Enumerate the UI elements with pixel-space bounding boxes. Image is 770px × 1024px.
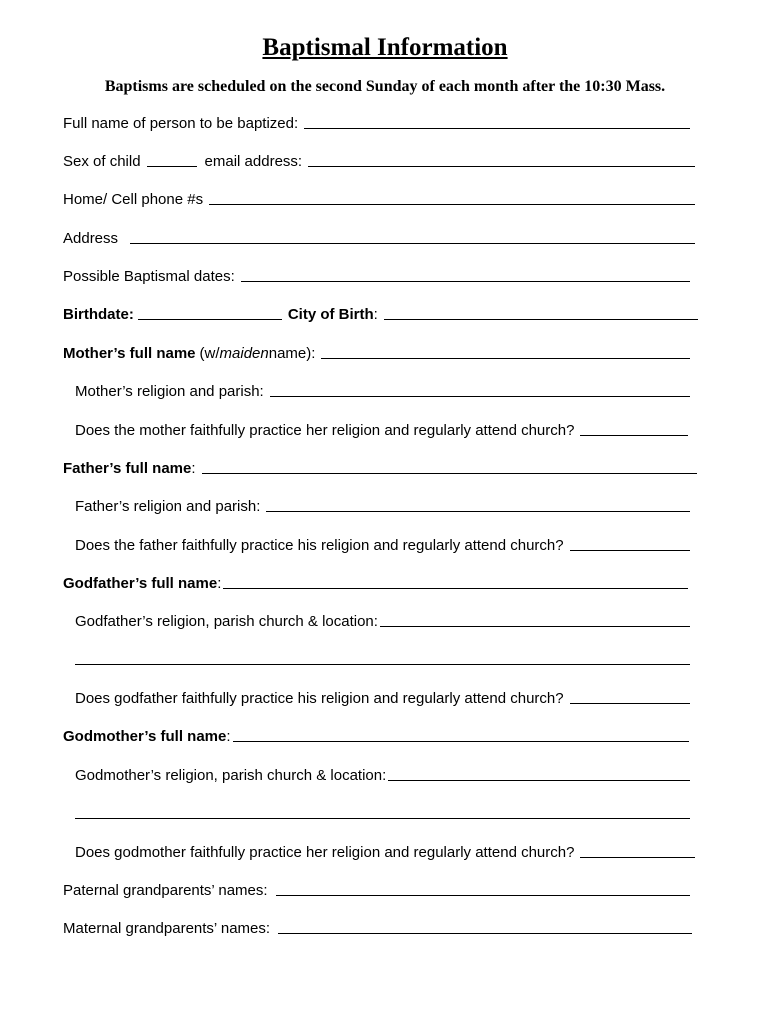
godfather-religion-label: Godfather’s religion, parish church & location: [75,613,378,630]
father-religion-row [75,493,690,515]
address-field[interactable] [130,243,695,244]
mother-name-maiden: maiden [219,345,269,362]
birth-row [63,301,698,323]
father-name-field[interactable] [202,473,697,474]
phone-field[interactable] [209,204,695,205]
mother-religion-label: Mother’s religion and parish: [75,383,264,400]
mother-name-field[interactable] [321,358,690,359]
sex-label: Sex of child [63,153,141,170]
godmother-religion-label: Godmother’s religion, parish church & location: [75,767,387,784]
godfather-religion-row [75,608,690,630]
godmother-practice-label: Does godmother faithfully practice her religion and regularly attend church? [75,844,575,861]
schedule-note: Baptisms are scheduled on the second Sunday of each month after the 10:30 Mass. [104,78,666,95]
birthdate-field[interactable] [138,319,282,320]
mother-name-row [63,340,690,362]
sex-email-row [63,148,695,170]
godfather-religion-continuation-row [75,646,690,668]
mother-practice-row [75,417,688,439]
godfather-practice-row [75,685,690,707]
page-title: Baptismal Information [262,34,508,61]
mother-practice-label: Does the mother faithfully practice her religion and regularly attend church? [75,422,575,439]
paternal-grandparents-label: Paternal grandparents’ names: [63,882,268,899]
mother-religion-row [75,378,690,400]
father-name-colon: : [191,460,196,477]
godfather-practice-label: Does godfather faithfully practice his religion and regularly attend church? [75,690,564,707]
baptismal-dates-label: Possible Baptismal dates: [63,268,235,285]
godfather-religion-field[interactable] [380,626,690,627]
godmother-name-row [63,723,689,745]
godmother-name-field[interactable] [233,741,689,742]
city-of-birth-field[interactable] [384,319,698,320]
city-of-birth-label: City of Birth [287,306,374,323]
father-practice-row [75,532,690,554]
godmother-religion-field[interactable] [388,780,690,781]
godmother-religion-continuation-field[interactable] [75,818,690,819]
email-field[interactable] [308,166,695,167]
birthdate-label: Birthdate: [63,306,134,323]
paternal-grandparents-row [63,877,690,899]
full-name-field[interactable] [304,128,690,129]
godfather-practice-field[interactable] [570,703,690,704]
mother-religion-field[interactable] [270,396,690,397]
mother-name-label: Mother’s full name [63,345,196,362]
paternal-grandparents-field[interactable] [276,895,690,896]
father-practice-field[interactable] [570,550,690,551]
mother-name-paren-open: (w/ [199,345,220,362]
maternal-grandparents-field[interactable] [278,933,692,934]
city-of-birth-colon: : [373,306,378,323]
address-label: Address [63,230,119,247]
mother-name-paren-close: name): [268,345,316,362]
godmother-practice-row [75,839,695,861]
godfather-name-row [63,570,688,592]
godfather-name-field[interactable] [223,588,688,589]
address-row [63,225,695,247]
mother-practice-field[interactable] [580,435,688,436]
godmother-religion-continuation-row [75,800,690,822]
phone-label: Home/ Cell phone #s [63,191,204,208]
baptismal-dates-row [63,263,690,285]
baptismal-dates-field[interactable] [241,281,690,282]
full-name-label: Full name of person to be baptized: [63,115,299,132]
email-label: email address: [204,153,303,170]
godfather-name-colon: : [217,575,222,592]
godfather-religion-continuation-field[interactable] [75,664,690,665]
father-name-row [63,455,697,477]
sex-field[interactable] [147,166,197,167]
full-name-row [63,110,690,132]
father-name-label: Father’s full name [63,460,192,477]
father-religion-label: Father’s religion and parish: [75,498,261,515]
maternal-grandparents-label: Maternal grandparents’ names: [63,920,271,937]
godmother-practice-field[interactable] [580,857,695,858]
godmother-name-label: Godmother’s full name [63,728,227,745]
father-practice-label: Does the father faithfully practice his religion and regularly attend church? [75,537,564,554]
godfather-name-label: Godfather’s full name [63,575,218,592]
godmother-name-colon: : [226,728,231,745]
maternal-grandparents-row [63,915,692,937]
godmother-religion-row [75,762,690,784]
phone-row [63,186,695,208]
father-religion-field[interactable] [266,511,690,512]
